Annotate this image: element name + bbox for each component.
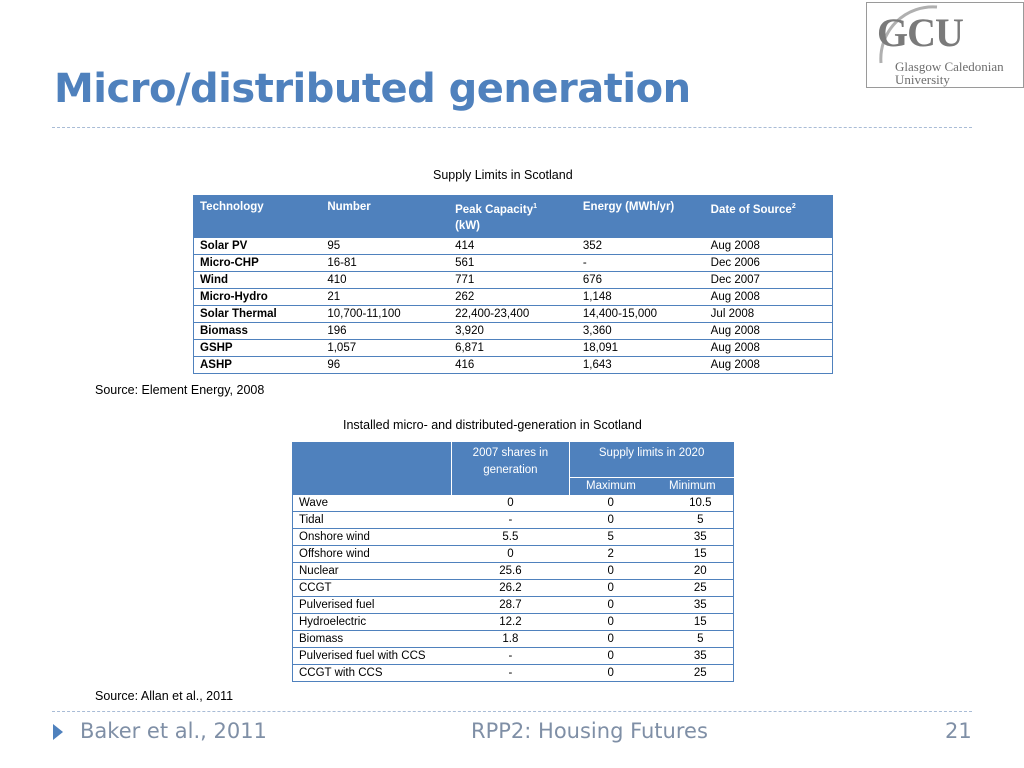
value-cell: 0 <box>570 614 652 631</box>
value-cell: 1,057 <box>321 339 449 356</box>
value-cell: 262 <box>449 288 577 305</box>
technology-cell: Micro-CHP <box>194 254 322 271</box>
table1-header-date <box>705 196 833 238</box>
value-cell: - <box>451 665 570 682</box>
value-cell: 16-81 <box>321 254 449 271</box>
technology-cell: GSHP <box>194 339 322 356</box>
table2-header-maximum: Maximum <box>570 478 652 495</box>
technology-cell: Micro-Hydro <box>194 288 322 305</box>
table-row <box>194 271 833 288</box>
value-cell: 35 <box>652 529 734 546</box>
technology-cell: Solar PV <box>194 237 322 254</box>
table1-header-row <box>194 196 833 238</box>
table1-header-peak-capacity <box>449 196 577 238</box>
value-cell: 1,148 <box>577 288 705 305</box>
title-divider <box>52 127 972 128</box>
value-cell: 0 <box>570 665 652 682</box>
value-cell: 5 <box>652 631 734 648</box>
value-cell: Aug 2008 <box>705 356 833 373</box>
table2-source: Source: Allan et al., 2011 <box>95 689 234 703</box>
value-cell: 1,643 <box>577 356 705 373</box>
footer-presentation-title: RPP2: Housing Futures <box>471 719 708 743</box>
table-row <box>293 597 734 614</box>
value-cell: 0 <box>570 631 652 648</box>
value-cell: 196 <box>321 322 449 339</box>
source-name-cell: Pulverised fuel <box>293 597 452 614</box>
value-cell: - <box>577 254 705 271</box>
value-cell: 561 <box>449 254 577 271</box>
source-name-cell: CCGT <box>293 580 452 597</box>
source-name-cell: Onshore wind <box>293 529 452 546</box>
value-cell: 21 <box>321 288 449 305</box>
value-cell: 96 <box>321 356 449 373</box>
value-cell: 10,700-11,100 <box>321 305 449 322</box>
table1-header-technology: Technology <box>194 196 322 238</box>
table1-header-energy: Energy (MWh/yr) <box>577 196 705 238</box>
technology-cell: Biomass <box>194 322 322 339</box>
value-cell: 3,920 <box>449 322 577 339</box>
footer-divider <box>52 711 972 712</box>
value-cell: 15 <box>652 546 734 563</box>
value-cell: 0 <box>570 495 652 512</box>
table-row <box>293 665 734 682</box>
value-cell: - <box>451 648 570 665</box>
page-number: 21 <box>945 719 972 743</box>
table1-caption: Supply Limits in Scotland <box>433 168 573 182</box>
footnote-1-marker: 1 <box>533 203 537 210</box>
value-cell: 3,360 <box>577 322 705 339</box>
value-cell: 25 <box>652 665 734 682</box>
table2-header-shares: 2007 shares in generation <box>451 443 570 495</box>
slide-title: Micro/distributed generation <box>54 66 691 112</box>
value-cell: 5 <box>652 512 734 529</box>
table-row <box>194 305 833 322</box>
table-row <box>293 546 734 563</box>
table-row <box>194 288 833 305</box>
value-cell: 15 <box>652 614 734 631</box>
table2-caption: Installed micro- and distributed-generation in Scotland <box>343 418 642 432</box>
table-row <box>293 512 734 529</box>
value-cell: 1.8 <box>451 631 570 648</box>
source-name-cell: Offshore wind <box>293 546 452 563</box>
table-row <box>194 322 833 339</box>
date-of-source-label: Date of Source <box>710 203 792 216</box>
technology-cell: Wind <box>194 271 322 288</box>
value-cell: 2 <box>570 546 652 563</box>
table1-source: Source: Element Energy, 2008 <box>95 383 265 397</box>
value-cell: 35 <box>652 597 734 614</box>
logo-line-1: Glasgow Caledonian <box>895 59 1004 74</box>
value-cell: 5 <box>570 529 652 546</box>
value-cell: 25 <box>652 580 734 597</box>
table-row <box>293 580 734 597</box>
value-cell: 0 <box>570 563 652 580</box>
value-cell: Aug 2008 <box>705 237 833 254</box>
table-row <box>293 631 734 648</box>
value-cell: 20 <box>652 563 734 580</box>
table-row <box>194 237 833 254</box>
value-cell: 10.5 <box>652 495 734 512</box>
table-row <box>194 339 833 356</box>
technology-cell: ASHP <box>194 356 322 373</box>
value-cell: Dec 2007 <box>705 271 833 288</box>
source-name-cell: Nuclear <box>293 563 452 580</box>
value-cell: 416 <box>449 356 577 373</box>
value-cell: 25.6 <box>451 563 570 580</box>
value-cell: 0 <box>451 546 570 563</box>
logo-gcu-text: GCU <box>877 10 963 55</box>
play-arrow-icon <box>53 724 63 740</box>
table2-header-row <box>293 443 734 478</box>
value-cell: Dec 2006 <box>705 254 833 271</box>
value-cell: 22,400-23,400 <box>449 305 577 322</box>
value-cell: 14,400-15,000 <box>577 305 705 322</box>
table2-header-blank <box>293 443 452 495</box>
value-cell: 771 <box>449 271 577 288</box>
value-cell: 12.2 <box>451 614 570 631</box>
value-cell: Aug 2008 <box>705 339 833 356</box>
value-cell: 414 <box>449 237 577 254</box>
source-name-cell: Pulverised fuel with CCS <box>293 648 452 665</box>
table-row <box>293 563 734 580</box>
table-row <box>293 648 734 665</box>
source-name-cell: Wave <box>293 495 452 512</box>
value-cell: 26.2 <box>451 580 570 597</box>
table2-header-limits: Supply limits in 2020 <box>570 443 734 478</box>
value-cell: 5.5 <box>451 529 570 546</box>
value-cell: 18,091 <box>577 339 705 356</box>
table-row <box>194 356 833 373</box>
installed-generation-table <box>292 442 734 682</box>
peak-capacity-unit: (kW) <box>455 219 481 232</box>
peak-capacity-label: Peak Capacity <box>455 203 534 216</box>
value-cell: - <box>451 512 570 529</box>
source-name-cell: Tidal <box>293 512 452 529</box>
source-name-cell: Biomass <box>293 631 452 648</box>
value-cell: 676 <box>577 271 705 288</box>
technology-cell: Solar Thermal <box>194 305 322 322</box>
value-cell: 0 <box>570 648 652 665</box>
source-name-cell: CCGT with CCS <box>293 665 452 682</box>
value-cell: Jul 2008 <box>705 305 833 322</box>
value-cell: 0 <box>570 580 652 597</box>
value-cell: 410 <box>321 271 449 288</box>
supply-limits-table <box>193 195 833 374</box>
value-cell: 0 <box>570 512 652 529</box>
value-cell: Aug 2008 <box>705 322 833 339</box>
value-cell: 28.7 <box>451 597 570 614</box>
table-row <box>194 254 833 271</box>
value-cell: Aug 2008 <box>705 288 833 305</box>
table-row <box>293 529 734 546</box>
table1-header-number: Number <box>321 196 449 238</box>
source-name-cell: Hydroelectric <box>293 614 452 631</box>
table2-header-minimum: Minimum <box>652 478 734 495</box>
value-cell: 0 <box>451 495 570 512</box>
footer-citation: Baker et al., 2011 <box>80 719 267 743</box>
table-row <box>293 495 734 512</box>
value-cell: 95 <box>321 237 449 254</box>
value-cell: 6,871 <box>449 339 577 356</box>
value-cell: 35 <box>652 648 734 665</box>
university-logo <box>866 2 1024 88</box>
table-row <box>293 614 734 631</box>
value-cell: 0 <box>570 597 652 614</box>
logo-line-2: University <box>895 72 950 87</box>
footnote-2-marker: 2 <box>791 203 796 210</box>
value-cell: 352 <box>577 237 705 254</box>
